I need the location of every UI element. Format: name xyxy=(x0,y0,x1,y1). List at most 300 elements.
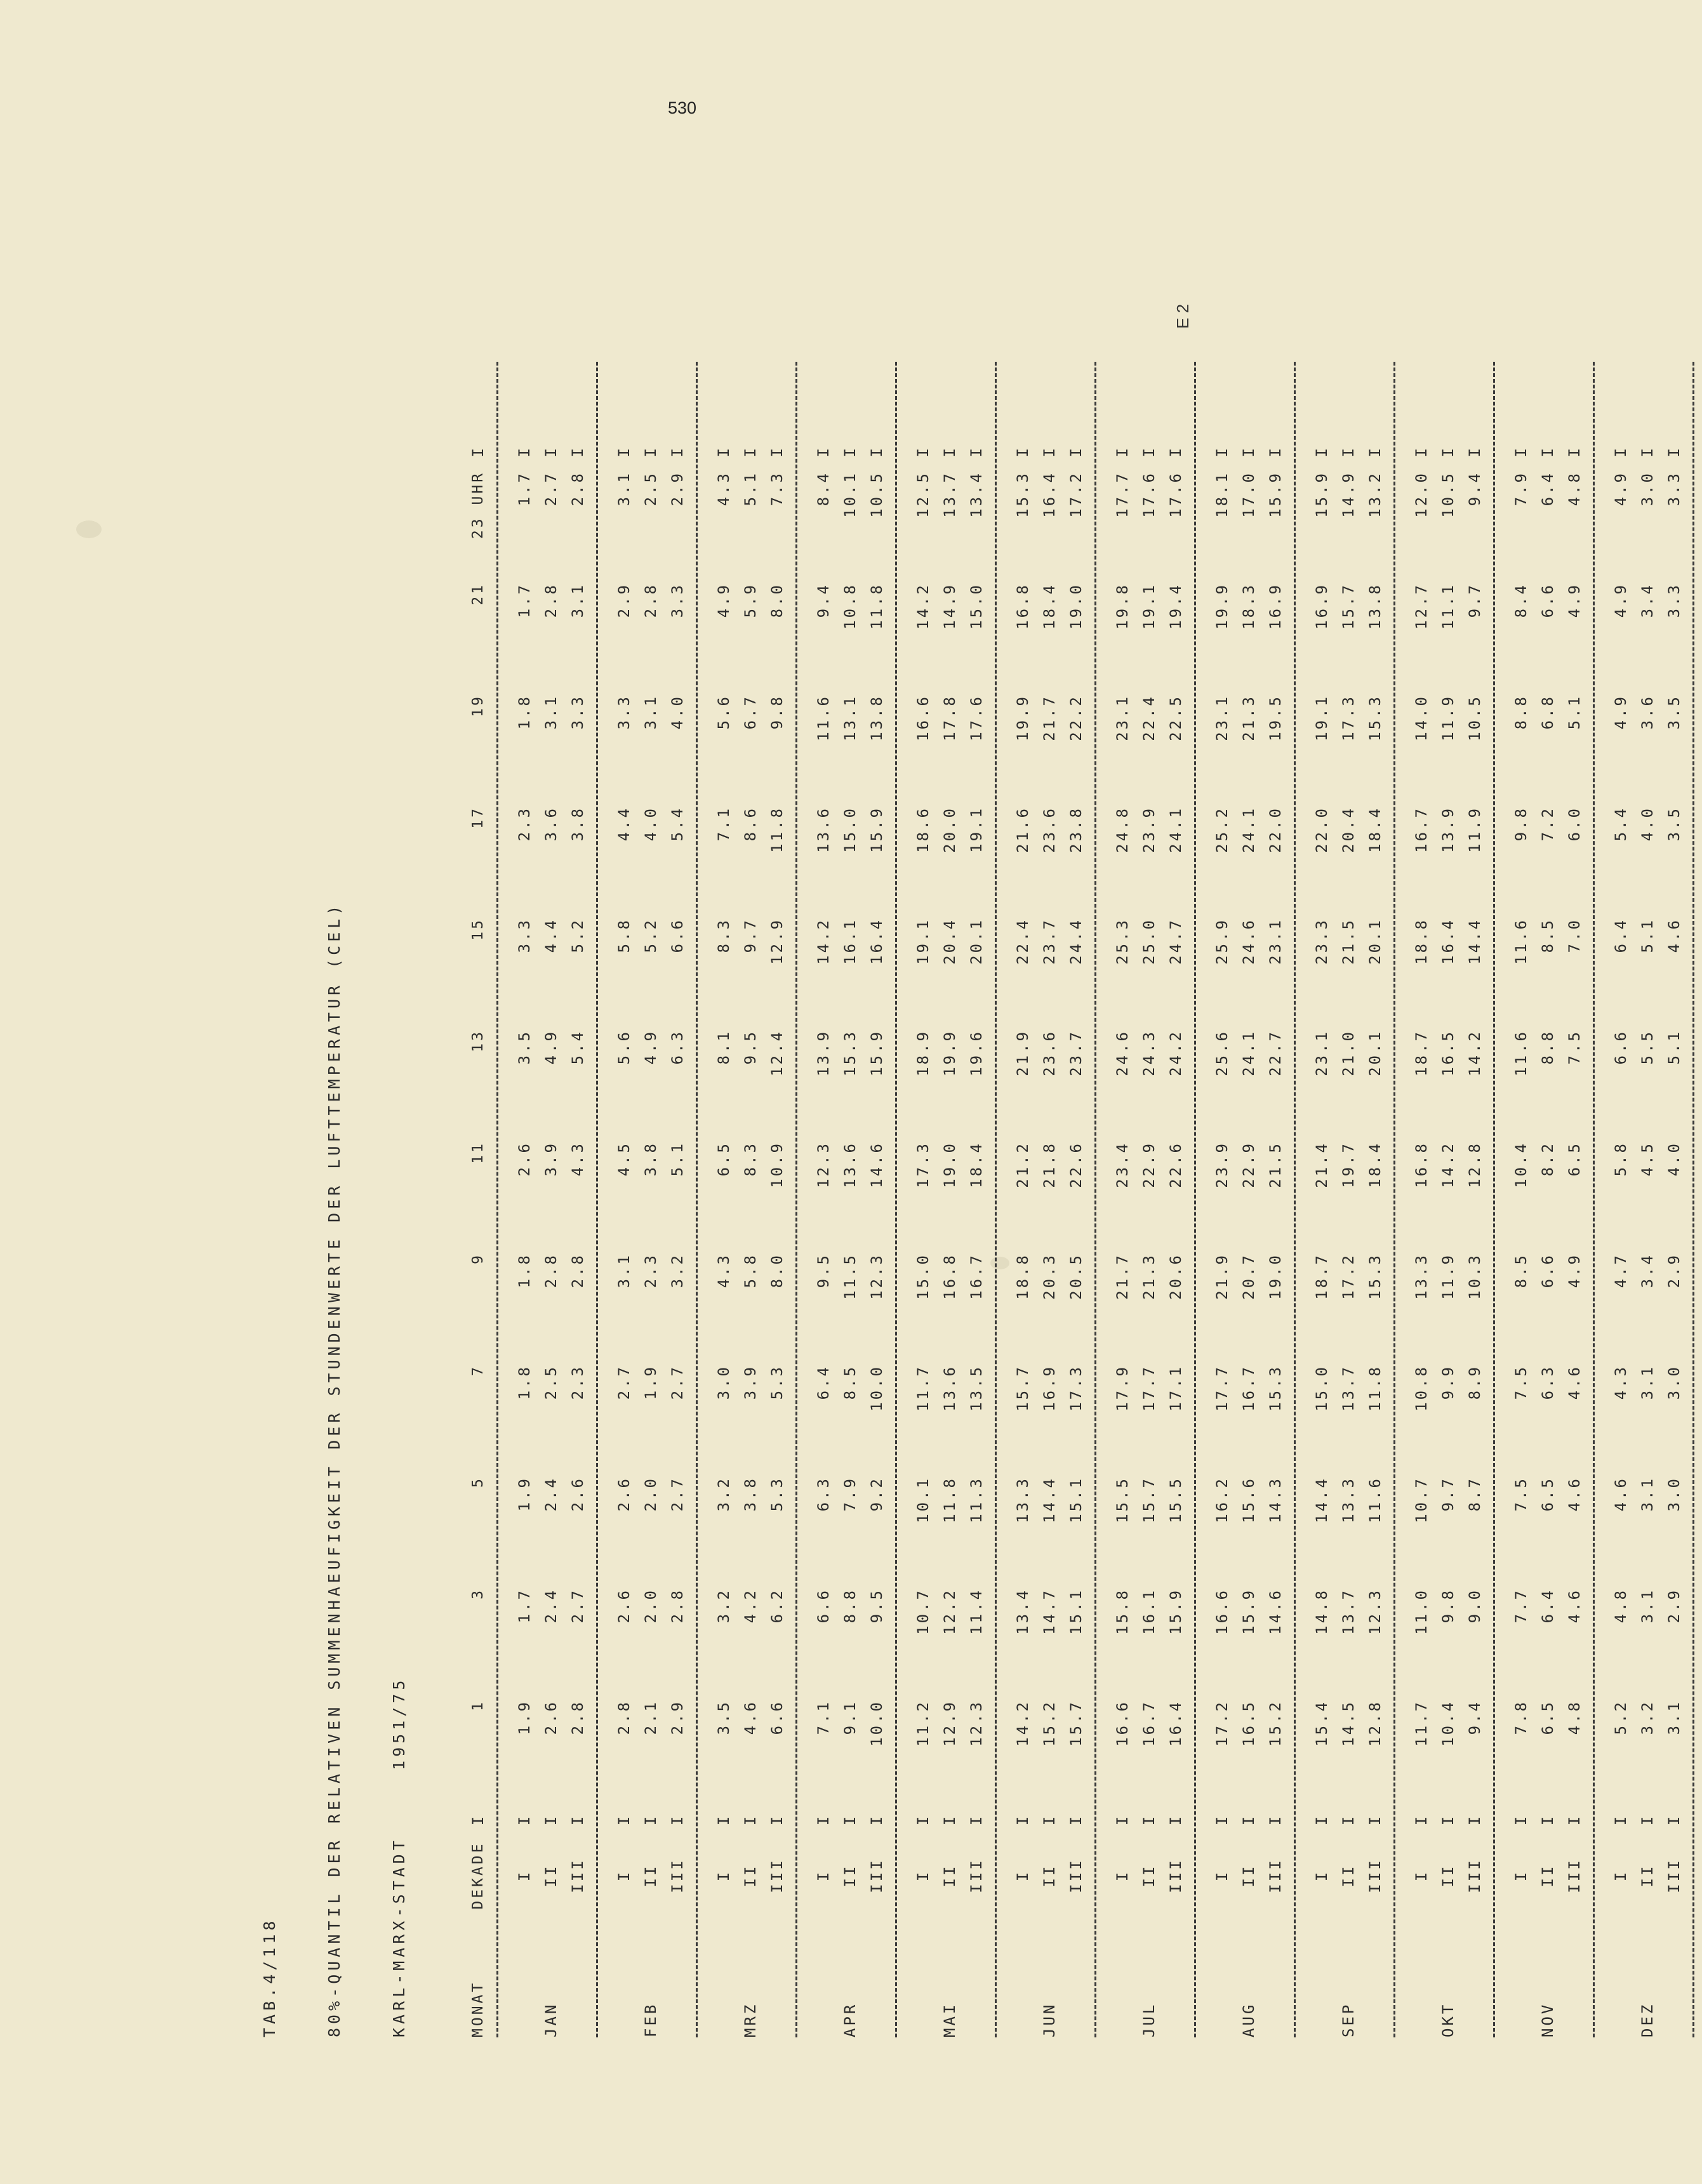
temperature-value: 17.7 xyxy=(1140,1365,1158,1412)
table-heading xyxy=(216,279,453,2037)
column-separator: I xyxy=(941,446,959,458)
temperature-value: 3.5 xyxy=(715,1700,733,1735)
dekade-label: II xyxy=(941,1863,959,1888)
column-separator: I xyxy=(741,446,759,458)
temperature-value: 14.5 xyxy=(1340,1700,1357,1747)
temperature-value: 16.1 xyxy=(841,918,859,965)
temperature-value: 15.1 xyxy=(1067,1588,1085,1635)
temperature-value: 10.0 xyxy=(868,1700,886,1747)
column-separator: I xyxy=(1413,446,1430,458)
table-row xyxy=(910,279,936,2037)
temperature-value: 3.0 xyxy=(1665,1476,1683,1512)
temperature-value: 13.3 xyxy=(1340,1476,1357,1523)
temperature-value: 3.5 xyxy=(1665,806,1683,842)
temperature-value: 4.9 xyxy=(1612,471,1630,506)
temperature-value: 18.6 xyxy=(914,806,932,853)
temperature-value: 4.4 xyxy=(542,918,560,953)
temperature-value: 21.7 xyxy=(1040,694,1058,741)
table-row xyxy=(611,279,637,2037)
temperature-value: 14.2 xyxy=(1466,1029,1484,1076)
temperature-value: 4.6 xyxy=(1566,1588,1583,1624)
temperature-value: 8.8 xyxy=(1539,1029,1557,1065)
temperature-value: 7.9 xyxy=(841,1476,859,1512)
column-separator: I xyxy=(814,446,832,458)
temperature-value: 12.9 xyxy=(768,918,786,965)
column-separator: I xyxy=(1140,446,1158,458)
dekade-label: I xyxy=(615,1869,633,1882)
dashed-separator xyxy=(1194,362,1204,2037)
temperature-value: 11.7 xyxy=(1413,1700,1430,1747)
temperature-value: 14.4 xyxy=(1040,1476,1058,1523)
temperature-value: 12.3 xyxy=(868,1253,886,1300)
temperature-value: 7.1 xyxy=(715,806,733,842)
temperature-value: 9.5 xyxy=(741,1029,759,1065)
temperature-value: 2.9 xyxy=(668,1700,686,1735)
temperature-value: 11.3 xyxy=(967,1476,985,1523)
column-separator: I xyxy=(1665,446,1683,458)
temperature-value: 8.5 xyxy=(1539,918,1557,953)
temperature-value: 20.0 xyxy=(941,806,959,853)
temperature-value: 9.8 xyxy=(768,694,786,730)
dekade-label: III xyxy=(1466,1858,1484,1893)
col-header-hour: 19 xyxy=(470,694,486,717)
table-row xyxy=(737,279,764,2037)
temperature-value: 11.8 xyxy=(768,806,786,853)
temperature-value: 24.1 xyxy=(1167,806,1185,853)
column-separator: I xyxy=(1340,446,1357,458)
temperature-value: 14.2 xyxy=(914,583,932,630)
temperature-value: 23.7 xyxy=(1040,918,1058,965)
temperature-value: 3.4 xyxy=(1639,1253,1656,1288)
column-separator: I xyxy=(1313,446,1331,458)
temperature-value: 4.6 xyxy=(1566,1476,1583,1512)
temperature-value: 4.9 xyxy=(1612,694,1630,730)
table-row xyxy=(764,279,790,2037)
temperature-value: 4.9 xyxy=(1566,1253,1583,1288)
temperature-value: 19.4 xyxy=(1167,583,1185,630)
temperature-value: 15.9 xyxy=(1167,1588,1185,1635)
temperature-value: 5.1 xyxy=(1665,1029,1683,1065)
temperature-value: 6.6 xyxy=(1539,1253,1557,1288)
temperature-value: 3.3 xyxy=(1665,583,1683,618)
temperature-value: 13.5 xyxy=(967,1365,985,1412)
temperature-value: 16.9 xyxy=(1040,1365,1058,1412)
temperature-value: 1.8 xyxy=(515,1253,533,1288)
column-separator: I xyxy=(841,446,859,458)
temperature-value: 3.2 xyxy=(1639,1700,1656,1735)
temperature-value: 20.5 xyxy=(1067,1253,1085,1300)
temperature-value: 12.5 xyxy=(914,471,932,518)
temperature-value: 25.3 xyxy=(1114,918,1131,965)
temperature-value: 6.2 xyxy=(768,1588,786,1624)
temperature-value: 6.5 xyxy=(1539,1700,1557,1735)
temperature-value: 2.8 xyxy=(615,1700,633,1735)
table-header-row xyxy=(465,279,491,2037)
month-label: APR xyxy=(841,2002,859,2037)
temperature-value: 15.4 xyxy=(1313,1700,1331,1747)
temperature-value: 18.8 xyxy=(1413,918,1430,965)
temperature-value: 3.2 xyxy=(668,1253,686,1288)
temperature-value: 4.9 xyxy=(542,1029,560,1065)
temperature-value: 19.6 xyxy=(967,1029,985,1076)
temperature-value: 22.0 xyxy=(1313,806,1331,853)
temperature-value: 12.3 xyxy=(967,1700,985,1747)
column-separator: I xyxy=(1466,446,1484,458)
column-separator: I xyxy=(1213,1813,1231,1826)
table-row xyxy=(564,279,591,2037)
col-header-hour: 3 xyxy=(470,1588,486,1599)
dashed-separator xyxy=(895,362,905,2037)
temperature-value: 14.8 xyxy=(1313,1588,1331,1635)
temperature-value: 23.1 xyxy=(1114,694,1131,741)
temperature-value: 13.6 xyxy=(941,1365,959,1412)
temperature-value: 18.4 xyxy=(967,1141,985,1188)
table-row xyxy=(1162,279,1189,2037)
temperature-value: 21.5 xyxy=(1267,1141,1284,1188)
temperature-value: 24.1 xyxy=(1240,1029,1258,1076)
temperature-value: 11.8 xyxy=(941,1476,959,1523)
temperature-value: 13.8 xyxy=(868,694,886,741)
table-row xyxy=(1209,279,1235,2037)
temperature-value: 3.9 xyxy=(542,1141,560,1177)
dekade-label: II xyxy=(841,1863,859,1888)
temperature-value: 2.8 xyxy=(569,471,587,506)
dekade-label: III xyxy=(1067,1858,1085,1893)
col-header-hour: 7 xyxy=(470,1365,486,1376)
temperature-value: 16.4 xyxy=(1439,918,1457,965)
temperature-value: 15.0 xyxy=(967,583,985,630)
temperature-value: 4.9 xyxy=(1566,583,1583,618)
temperature-value: 16.8 xyxy=(1413,1141,1430,1188)
temperature-value: 8.6 xyxy=(741,806,759,842)
temperature-value: 2.6 xyxy=(542,1700,560,1735)
temperature-value: 12.8 xyxy=(1466,1141,1484,1188)
dekade-label: II xyxy=(741,1863,759,1888)
temperature-value: 9.9 xyxy=(1439,1365,1457,1400)
temperature-value: 17.1 xyxy=(1167,1365,1185,1412)
temperature-value: 6.6 xyxy=(814,1588,832,1624)
temperature-value: 8.0 xyxy=(768,1253,786,1288)
temperature-value: 19.9 xyxy=(1014,694,1032,741)
dekade-label: II xyxy=(1439,1863,1457,1888)
temperature-value: 12.3 xyxy=(814,1141,832,1188)
temperature-value: 10.1 xyxy=(914,1476,932,1523)
temperature-value: 11.5 xyxy=(841,1253,859,1300)
dekade-label: II xyxy=(1140,1863,1158,1888)
month-label: NOV xyxy=(1539,2002,1557,2037)
temperature-value: 5.1 xyxy=(741,471,759,506)
temperature-value: 1.7 xyxy=(515,583,533,618)
table-row xyxy=(1235,279,1262,2037)
temperature-value: 22.9 xyxy=(1240,1141,1258,1188)
temperature-value: 17.7 xyxy=(1114,471,1131,518)
temperature-value: 10.3 xyxy=(1466,1253,1484,1300)
temperature-value: 15.0 xyxy=(914,1253,932,1300)
temperature-value: 10.5 xyxy=(1439,471,1457,518)
column-separator: I xyxy=(569,1813,587,1826)
temperature-value: 16.9 xyxy=(1313,583,1331,630)
temperature-value: 19.8 xyxy=(1114,583,1131,630)
column-separator: I xyxy=(569,446,587,458)
temperature-value: 17.6 xyxy=(967,694,985,741)
temperature-value: 3.3 xyxy=(1665,471,1683,506)
temperature-value: 11.6 xyxy=(1512,1029,1530,1076)
temperature-value: 15.9 xyxy=(868,1029,886,1076)
temperature-value: 3.5 xyxy=(515,1029,533,1065)
temperature-value: 13.9 xyxy=(814,1029,832,1076)
temperature-value: 3.6 xyxy=(1639,694,1656,730)
column-separator: I xyxy=(1512,1813,1530,1826)
temperature-value: 19.5 xyxy=(1267,694,1284,741)
table-row xyxy=(710,279,737,2037)
temperature-value: 7.5 xyxy=(1512,1476,1530,1512)
table-row xyxy=(1561,279,1588,2037)
temperature-value: 24.4 xyxy=(1067,918,1085,965)
temperature-value: 16.8 xyxy=(1014,583,1032,630)
temperature-value: 4.0 xyxy=(642,806,660,842)
temperature-value: 12.3 xyxy=(1366,1588,1384,1635)
temperature-value: 17.3 xyxy=(1340,694,1357,741)
dekade-label: I xyxy=(1014,1869,1032,1882)
temperature-value: 6.5 xyxy=(1539,1476,1557,1512)
table-row xyxy=(538,279,564,2037)
temperature-value: 5.4 xyxy=(569,1029,587,1065)
temperature-value: 15.1 xyxy=(1067,1476,1085,1523)
table-row xyxy=(1136,279,1162,2037)
column-separator: I xyxy=(914,1813,932,1826)
temperature-value: 25.9 xyxy=(1213,918,1231,965)
column-separator: I xyxy=(1612,446,1630,458)
dekade-label: II xyxy=(542,1863,560,1888)
table-row xyxy=(1335,279,1362,2037)
temperature-value: 8.7 xyxy=(1466,1476,1484,1512)
table-row xyxy=(1634,279,1661,2037)
temperature-value: 16.6 xyxy=(1114,1700,1131,1747)
dekade-label: III xyxy=(569,1858,587,1893)
temperature-value: 13.6 xyxy=(814,806,832,853)
temperature-value: 21.9 xyxy=(1213,1253,1231,1300)
dekade-label: I xyxy=(1213,1869,1231,1882)
temperature-value: 8.0 xyxy=(768,583,786,618)
temperature-value: 3.1 xyxy=(615,1253,633,1288)
temperature-value: 20.1 xyxy=(1366,918,1384,965)
temperature-value: 4.8 xyxy=(1566,471,1583,506)
temperature-value: 18.8 xyxy=(1014,1253,1032,1300)
temperature-value: 11.0 xyxy=(1413,1588,1430,1635)
dekade-label: II xyxy=(1639,1863,1656,1888)
temperature-value: 22.6 xyxy=(1067,1141,1085,1188)
column-separator: I xyxy=(1240,1813,1258,1826)
column-separator: I xyxy=(1639,1813,1656,1826)
temperature-value: 2.3 xyxy=(515,806,533,842)
temperature-value: 23.1 xyxy=(1267,918,1284,965)
temperature-value: 5.4 xyxy=(668,806,686,842)
table-row xyxy=(1009,279,1036,2037)
table-row xyxy=(863,279,890,2037)
dashed-separator xyxy=(496,362,506,2037)
column-separator: I xyxy=(1612,1813,1630,1826)
temperature-value: 3.2 xyxy=(715,1476,733,1512)
temperature-value: 22.4 xyxy=(1014,918,1032,965)
temperature-value: 21.5 xyxy=(1340,918,1357,965)
column-separator: I xyxy=(941,1813,959,1826)
column-separator: I xyxy=(1539,446,1557,458)
dekade-label: I xyxy=(715,1869,733,1882)
dekade-label: II xyxy=(642,1863,660,1888)
temperature-value: 23.6 xyxy=(1040,806,1058,853)
temperature-value: 11.9 xyxy=(1439,694,1457,741)
column-separator: I xyxy=(768,1813,786,1826)
temperature-value: 4.3 xyxy=(1612,1365,1630,1400)
month-label: MAI xyxy=(941,2002,959,2037)
temperature-value: 6.5 xyxy=(715,1141,733,1177)
temperature-value: 14.2 xyxy=(814,918,832,965)
temperature-value: 15.7 xyxy=(1340,583,1357,630)
temperature-value: 15.8 xyxy=(1114,1588,1131,1635)
temperature-value: 4.8 xyxy=(1612,1588,1630,1624)
dekade-label: III xyxy=(668,1858,686,1893)
temperature-value: 6.6 xyxy=(768,1700,786,1735)
temperature-value: 3.4 xyxy=(1639,583,1656,618)
temperature-value: 3.8 xyxy=(642,1141,660,1177)
temperature-value: 17.0 xyxy=(1240,471,1258,518)
temperature-value: 4.4 xyxy=(615,806,633,842)
temperature-value: 2.0 xyxy=(642,1588,660,1624)
temperature-value: 13.7 xyxy=(941,471,959,518)
temperature-value: 11.4 xyxy=(967,1588,985,1635)
temperature-value: 6.4 xyxy=(1539,1588,1557,1624)
temperature-value: 13.4 xyxy=(1014,1588,1032,1635)
temperature-value: 17.8 xyxy=(941,694,959,741)
temperature-value: 4.3 xyxy=(569,1141,587,1177)
column-separator: I xyxy=(1267,446,1284,458)
column-separator: I xyxy=(1366,1813,1384,1826)
temperature-value: 2.8 xyxy=(569,1700,587,1735)
temperature-value: 15.6 xyxy=(1240,1476,1258,1523)
column-separator: I xyxy=(1413,1813,1430,1826)
temperature-value: 16.5 xyxy=(1240,1700,1258,1747)
dekade-label: I xyxy=(814,1869,832,1882)
temperature-value: 4.6 xyxy=(741,1700,759,1735)
temperature-value: 12.4 xyxy=(768,1029,786,1076)
temperature-value: 2.5 xyxy=(542,1365,560,1400)
temperature-value: 16.1 xyxy=(1140,1588,1158,1635)
temperature-value: 3.0 xyxy=(715,1365,733,1400)
column-separator: I xyxy=(1466,1813,1484,1826)
month-label: DEZ xyxy=(1639,2002,1656,2037)
table-row xyxy=(664,279,691,2037)
temperature-value: 10.9 xyxy=(768,1141,786,1188)
temperature-value: 25.2 xyxy=(1213,806,1231,853)
temperature-value: 10.7 xyxy=(914,1588,932,1635)
col-header-hour: 17 xyxy=(470,806,486,829)
temperature-value: 13.7 xyxy=(1340,1588,1357,1635)
temperature-value: 23.6 xyxy=(1040,1029,1058,1076)
temperature-value: 5.2 xyxy=(642,918,660,953)
temperature-value: 22.2 xyxy=(1067,694,1085,741)
temperature-value: 10.1 xyxy=(841,471,859,518)
temperature-value: 17.6 xyxy=(1140,471,1158,518)
column-separator: I xyxy=(1167,1813,1185,1826)
column-separator: I xyxy=(1539,1813,1557,1826)
dekade-label: I xyxy=(1313,1869,1331,1882)
temperature-value: 4.6 xyxy=(1665,918,1683,953)
temperature-value: 22.0 xyxy=(1267,806,1284,853)
dashed-separator xyxy=(995,362,1004,2037)
temperature-value: 23.8 xyxy=(1067,806,1085,853)
month-label: FEB xyxy=(642,2002,660,2037)
column-separator: I xyxy=(967,446,985,458)
temperature-value: 15.7 xyxy=(1067,1700,1085,1747)
column-separator: I xyxy=(1014,446,1032,458)
temperature-value: 6.6 xyxy=(668,918,686,953)
temperature-value: 3.3 xyxy=(615,694,633,730)
column-separator: I xyxy=(1267,1813,1284,1826)
temperature-value: 15.2 xyxy=(1040,1700,1058,1747)
column-separator: I xyxy=(1639,446,1656,458)
dekade-label: II xyxy=(1240,1863,1258,1888)
temperature-value: 7.5 xyxy=(1512,1365,1530,1400)
temperature-value: 15.3 xyxy=(841,1029,859,1076)
temperature-value: 9.7 xyxy=(1439,1476,1457,1512)
temperature-value: 6.5 xyxy=(1566,1141,1583,1177)
column-separator: I xyxy=(841,1813,859,1826)
temperature-value: 2.8 xyxy=(569,1253,587,1288)
temperature-value: 5.1 xyxy=(1566,694,1583,730)
column-separator: I xyxy=(1439,1813,1457,1826)
temperature-value: 20.4 xyxy=(941,918,959,965)
temperature-value: 16.4 xyxy=(1040,471,1058,518)
temperature-value: 17.2 xyxy=(1340,1253,1357,1300)
dashed-separator xyxy=(1493,362,1503,2037)
dekade-label: I xyxy=(1114,1869,1131,1882)
temperature-value: 5.5 xyxy=(1639,1029,1656,1065)
temperature-value: 1.9 xyxy=(642,1365,660,1400)
col-header-hour: 9 xyxy=(470,1253,486,1264)
table-subtitle-line2: KARL-MARX-STADT 1951/75 xyxy=(390,1676,408,2037)
temperature-value: 22.5 xyxy=(1167,694,1185,741)
temperature-value: 21.0 xyxy=(1340,1029,1357,1076)
temperature-value: 3.3 xyxy=(668,583,686,618)
temperature-value: 13.3 xyxy=(1014,1476,1032,1523)
temperature-value: 1.7 xyxy=(515,471,533,506)
dekade-label: I xyxy=(1413,1869,1430,1882)
temperature-value: 5.4 xyxy=(1612,806,1630,842)
col-header-hour: 15 xyxy=(470,918,486,941)
temperature-value: 3.1 xyxy=(1639,1476,1656,1512)
table-row xyxy=(1109,279,1136,2037)
temperature-value: 17.2 xyxy=(1067,471,1085,518)
column-separator: I xyxy=(1040,446,1058,458)
temperature-value: 15.5 xyxy=(1114,1476,1131,1523)
temperature-value: 11.2 xyxy=(914,1700,932,1747)
table-row xyxy=(1508,279,1534,2037)
temperature-value: 15.9 xyxy=(1267,471,1284,518)
temperature-value: 17.6 xyxy=(1167,471,1185,518)
temperature-value: 24.3 xyxy=(1140,1029,1158,1076)
temperature-value: 15.7 xyxy=(1140,1476,1158,1523)
temperature-value: 5.6 xyxy=(715,694,733,730)
temperature-value: 7.7 xyxy=(1512,1588,1530,1624)
temperature-value: 21.7 xyxy=(1114,1253,1131,1300)
temperature-value: 19.0 xyxy=(941,1141,959,1188)
month-label: SEP xyxy=(1340,2002,1357,2037)
temperature-value: 7.9 xyxy=(1512,471,1530,506)
temperature-value: 19.1 xyxy=(1140,583,1158,630)
temperature-value: 14.3 xyxy=(1267,1476,1284,1523)
temperature-value: 8.4 xyxy=(1512,583,1530,618)
temperature-value: 10.4 xyxy=(1439,1700,1457,1747)
